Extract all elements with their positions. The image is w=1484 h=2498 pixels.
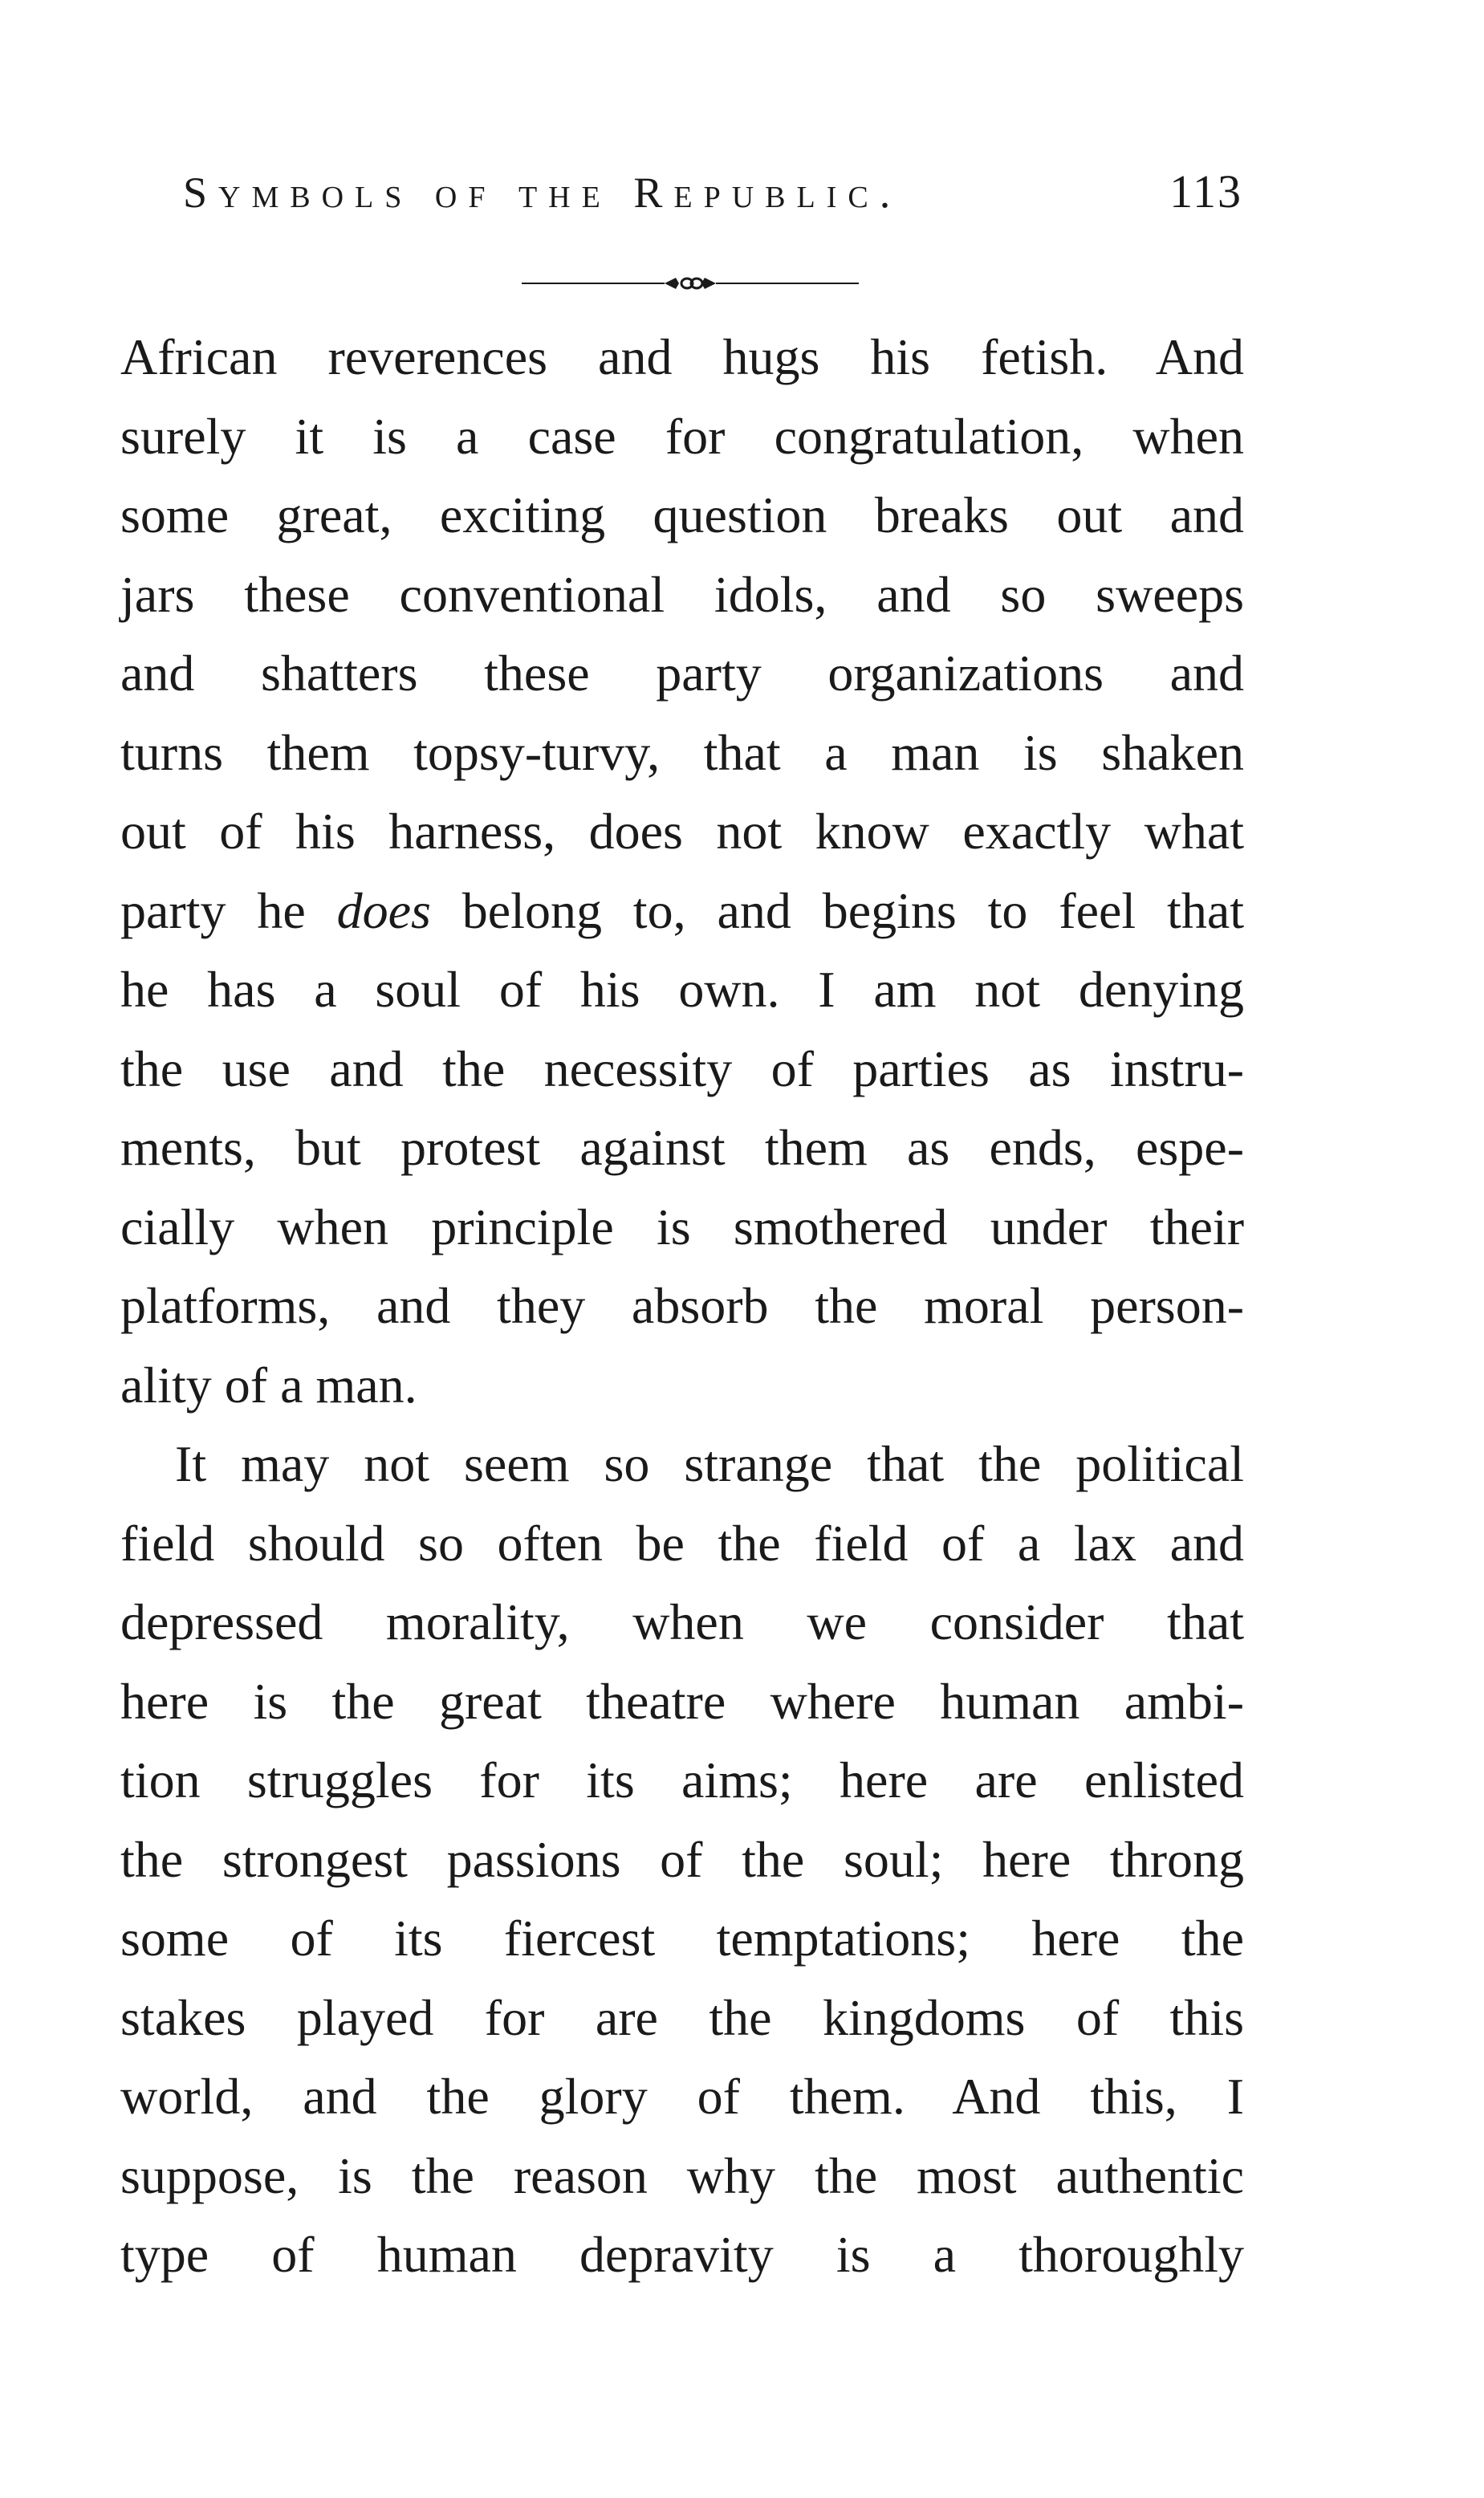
text-line: cially when principle is smothered under their [120,1198,1244,1255]
text-line: platforms, and they absorb the moral person- [120,1277,1244,1334]
text-line: the strongest passions of the soul; here throng [120,1830,1244,1888]
page-header [183,165,1242,229]
text-line: he has a soul of his own. I am not denying [120,961,1244,1018]
paragraph-1 [120,318,1244,1425]
text-line: some great, exciting question breaks out and [120,486,1244,543]
text-line: and shatters these party organizations and [120,645,1244,702]
text-line: world, and the glory of them. And this, I [120,2068,1244,2125]
text-line: surely it is a case for congratulation, when [120,407,1244,465]
text-line: turns them topsy-turvy, that a man is shaken [120,723,1244,781]
text-line: party he does belong to, and begins to feel that [120,881,1245,939]
text-line: depressed morality, when we consider that [120,1593,1244,1650]
text-line: some of its fiercest temptations; here the [120,1910,1244,1967]
paragraph-2 [120,1425,1244,2295]
text-line: ality of a man. [120,1356,417,1414]
text-line: field should so often be the field of a lax and [120,1514,1244,1572]
body-text [120,318,1244,2295]
text-line: ments, but protest against them as ends, espe- [120,1119,1244,1176]
text-line: African reverences and hugs his fetish. And [120,328,1244,385]
page-number: 113 [1169,165,1242,218]
text-line: out of his harness, does not know exactly what [120,803,1244,860]
printer-rule-ornament-icon [522,271,859,295]
text-line: stakes played for are the kingdoms of this [120,1988,1244,2046]
text-line: suppose, is the reason why the most authentic [120,2146,1244,2204]
text-line: tion struggles for its aims; here are enlisted [120,1751,1244,1808]
text-line: here is the great theatre where human ambi- [120,1672,1244,1730]
text-line: jars these conventional idols, and so sweeps [120,565,1244,623]
italic-emphasis: does [336,881,431,939]
text-line: the use and the necessity of parties as instru- [120,1039,1244,1097]
running-title: Symbols of the Republic. [183,169,902,217]
text-line: type of human depravity is a thoroughly [120,2226,1244,2283]
text-line: It may not seem so strange that the political [175,1435,1244,1492]
